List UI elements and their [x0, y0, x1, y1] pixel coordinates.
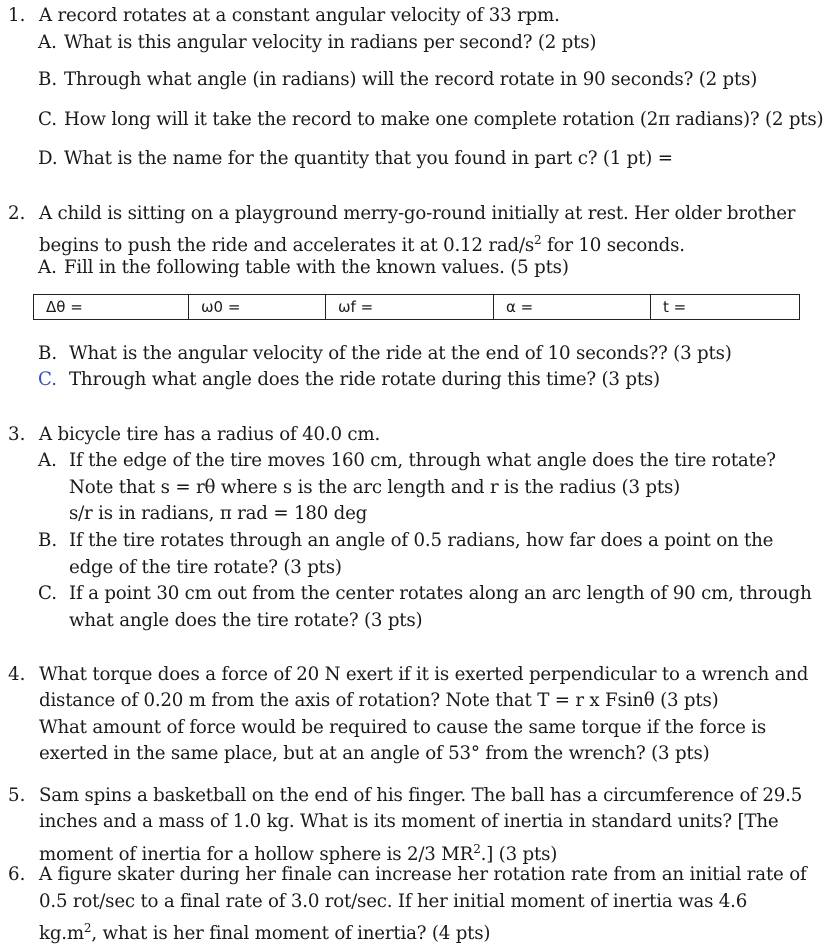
q2-line2	[39, 229, 685, 257]
q3-number: 3.	[8, 424, 26, 445]
q3-a-line3: s/r is in radians, π rad = 180 deg	[69, 503, 368, 524]
q6-line3	[39, 917, 490, 945]
q1-b-text: Through what angle (in radians) will the record rotate in 90 seconds? (2 pts)	[64, 69, 758, 90]
q6-line2: 0.5 rot/sec to a final rate of 3.0 rot/sec. If her initial moment of inertia was 4.6	[39, 891, 748, 912]
q4-line2: distance of 0.20 m from the axis of rotation? Note that T = r x Fsinθ (3 pts)	[39, 690, 719, 711]
q6-line3-pre: kg.m	[39, 923, 84, 945]
q1-text: A record rotates at a constant angular velocity of 33 rpm.	[39, 5, 560, 26]
q4-number: 4.	[8, 664, 26, 685]
q4-line3: What amount of force would be required to cause the same torque if the force is	[39, 717, 767, 738]
q2-line2-sup: 2	[534, 233, 542, 247]
q2-number: 2.	[8, 203, 26, 224]
q5-line3-post: .] (3 pts)	[480, 844, 558, 866]
omega-initial-cell[interactable]: ω0 =	[189, 295, 326, 320]
q3-c-line1: If a point 30 cm out from the center rotates along an arc length of 90 cm, through	[69, 583, 812, 604]
q2-line2-post: for 10 seconds.	[541, 235, 685, 257]
q2-c-text: Through what angle does the ride rotate during this time? (3 pts)	[69, 369, 660, 390]
q2-b-text: What is the angular velocity of the ride at the end of 10 seconds?? (3 pts)	[69, 343, 732, 364]
alpha-cell[interactable]: α =	[494, 295, 651, 320]
q2-line1: A child is sitting on a playground merry-go-round initially at rest. Her older brother	[39, 203, 796, 224]
q6-line3-sup: 2	[83, 921, 92, 935]
q1-c-text: How long will it take the record to make one complete rotation (2π radians)? (2 pts)	[64, 109, 823, 130]
q1-d-label: D.	[38, 148, 58, 169]
q1-d-text: What is the name for the quantity that you found in part c? (1 pt) =	[64, 148, 673, 169]
q3-a-label: A.	[38, 450, 57, 471]
table-row	[34, 295, 800, 320]
q5-line1: Sam spins a basketball on the end of his finger. The ball has a circumference of 29.5	[39, 785, 803, 806]
q3-c-line2: what angle does the tire rotate? (3 pts)	[69, 610, 423, 631]
q2-c-label: C.	[38, 369, 58, 390]
q3-a-line2: Note that s = rθ where s is the arc length and r is the radius (3 pts)	[69, 477, 680, 498]
q3-b-line1: If the tire rotates through an angle of 0.5 radians, how far does a point on the	[69, 530, 774, 551]
q5-number: 5.	[8, 785, 26, 806]
q5-line3-sup: 2	[473, 842, 481, 856]
q1-number: 1.	[8, 5, 26, 26]
time-cell[interactable]: t =	[651, 295, 800, 320]
q1-c-label: C.	[38, 109, 58, 130]
omega-final-cell[interactable]: ωf =	[326, 295, 494, 320]
q1-a-text: What is this angular velocity in radians per second? (2 pts)	[64, 32, 597, 53]
q5-line3	[39, 838, 557, 866]
q4-line1: What torque does a force of 20 N exert if it is exerted perpendicular to a wrench and	[39, 664, 809, 685]
q2-line2-pre: begins to push the ride and accelerates it at 0.12 rad/s	[39, 235, 535, 257]
q3-a-line1: If the edge of the tire moves 160 cm, through what angle does the tire rotate?	[69, 450, 776, 471]
q1-a-label: A.	[38, 32, 57, 53]
q3-b-line2: edge of the tire rotate? (3 pts)	[69, 557, 342, 578]
q3-b-label: B.	[38, 530, 58, 551]
q6-line1: A figure skater during her finale can increase her rotation rate from an initial rate of	[39, 864, 807, 885]
q2-a-label: A.	[38, 257, 57, 278]
q5-line3-pre: moment of inertia for a hollow sphere is 2/3 MR	[39, 844, 474, 866]
known-values-table	[33, 294, 800, 320]
q3-text: A bicycle tire has a radius of 40.0 cm.	[39, 424, 381, 445]
q2-a-text: Fill in the following table with the known values. (5 pts)	[64, 257, 569, 278]
q4-line4: exerted in the same place, but at an angle of 53° from the wrench? (3 pts)	[39, 743, 710, 764]
delta-theta-cell[interactable]: Δθ =	[34, 295, 189, 320]
q6-number: 6.	[8, 864, 26, 885]
q5-line2: inches and a mass of 1.0 kg. What is its moment of inertia in standard units? [The	[39, 811, 779, 832]
q2-b-label: B.	[38, 343, 58, 364]
q6-line3-post: , what is her final moment of inertia? (4 pts)	[91, 923, 491, 945]
q3-c-label: C.	[38, 583, 58, 604]
q1-b-label: B.	[38, 69, 58, 90]
